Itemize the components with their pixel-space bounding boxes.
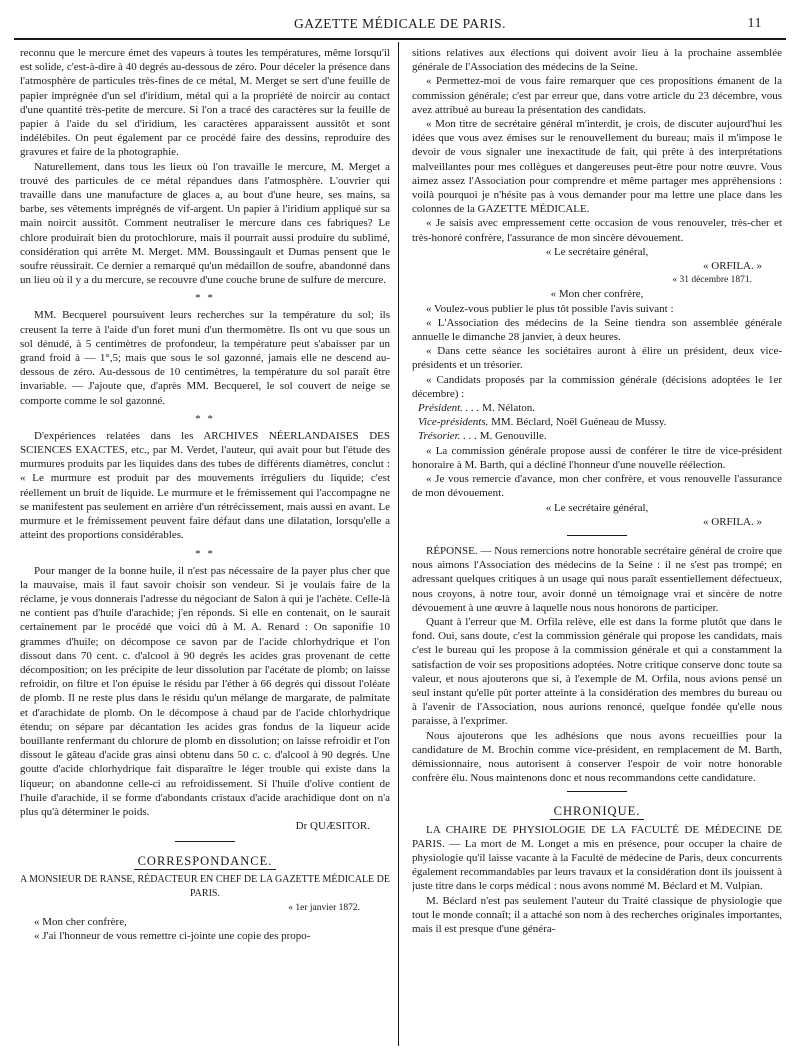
paragraph: reconnu que le mercure émet des vapeurs à toutes les températures, même lorsqu'il est solide, c'est-à-dire à 40 degrés au-dessous de zéro. Pour déceler la présence dans l'atmosphère de particules très-fines de ce métal, M. Merget se sert d'une feuille de papier imprégnée d'un sel d'iridium, métal qui a la propriété de noircir au contact d'une quantité très-petite de mercure. Si l'on a tracé des caractères sur la feuille de papier à l'aide du sel d'iridium, les caractères apparaissent aussitôt et sont indélébiles. On peut également par ce procédé faire des dessins, reproduire des gravures et faire de la photographie. xyxy=(20,47,390,159)
left-column xyxy=(20,46,390,1046)
right-column xyxy=(412,46,782,1046)
page-header xyxy=(14,10,786,38)
signature: « ORFILA. » xyxy=(703,515,762,528)
section-separator: * * xyxy=(195,412,215,425)
page-number: 11 xyxy=(747,16,762,31)
paragraph: D'expériences relatées dans les ARCHIVES NÉERLANDAISES DES SCIENCES EXACTES, etc., par M. Verdet, l'auteur, qui avait pour but l'étude des murmures produits par les liquides dans des tubes de différents diamètres, conclut : « Le murmure est produit par des mouvements irréguliers du liquide; c'est réellement un bruit de liquide. Le murmure et le frémissement qui l'accompagne ne se manifestent pas seulement en arrière d'un rétrécissement, mais aussi en avant. Le murmure et le frémissement peuvent faire défaut dans une dilatation, lorsqu'elle a atteint des proportions considérables. xyxy=(20,429,390,542)
journal-title: GAZETTE MÉDICALE DE PARIS. xyxy=(294,16,506,31)
signature: Dr QUÆSITOR. xyxy=(295,820,370,833)
paragraph: Quant à l'erreur que M. Orfila relève, elle est dans la forme plutôt que dans le fond. Oui, sans doute, c'est la commission générale qui propose les candidats, mais c'est le bureau qui les propose à la commission générale et qui a constamment la satisfaction de voir ses propositions adoptées. Notre critique conserve donc toute sa valeur, et nous ajouterons que si, à l'exemple de M. Orfila, nous avions pensé un seul instant qu'elle pût porter atteinte à la considération des membres du bureau ou à l'avenir de l'Association, nous aurions renoncé, quelque fondée qu'elle nous paraisse, à l'exprimer. xyxy=(412,615,782,728)
candidates-list xyxy=(412,401,782,444)
paragraph: « Mon titre de secrétaire général m'interdit, je crois, de discuter aujourd'hui les idées que vous avez émises sur le renouvellement du bureau; mais il m'impose le devoir de vous signaler une inexactitude de fait, qui prête à des interprétations malveillantes pour mes collègues et dangereuses peut-être pour notre œuvre. Vous aimez assez l'Association pour comprendre et même partager mes appréhensions : voilà pourquoi je n'hésite pas à vous demander pour ma lettre une place dans les colonnes de la GAZETTE MÉDICALE. xyxy=(412,118,782,216)
paragraph: « Je saisis avec empressement cette occasion de vous renouveler, très-cher et très-honoré confrère, l'assurance de mon sincère dévouement. xyxy=(412,217,782,244)
section-separator: * * xyxy=(195,547,215,560)
paragraph: LA CHAIRE DE PHYSIOLOGIE DE LA FACULTÉ DE MÉDECINE DE PARIS. — La mort de M. Longet a mis en présence, pour occuper la chaire de physiologie qu'il laisse vacante à la Faculté de médecine de Paris, deux concurrents également recommandables par leurs travaux et la considération dont ils jouissent à juste titre dans le corps médical : nous avons nommé M. Béclard et M. Vulpian. xyxy=(412,823,782,893)
paragraph: « La commission générale propose aussi de conférer le titre de vice-président honoraire à M. Barth, qui a décliné l'honneur d'une nouvelle réélection. xyxy=(412,444,782,471)
list-item: Président. . . . M. Nélaton. xyxy=(418,402,536,415)
letter-address: A MONSIEUR DE RANSE, RÉDACTEUR EN CHEF DE LA GAZETTE MÉDICALE DE PARIS. xyxy=(20,873,390,899)
column-divider xyxy=(398,42,399,1046)
paragraph: « Je vous remercie d'avance, mon cher confrère, et vous renouvelle l'assurance de mon dévouement. xyxy=(412,473,782,500)
signature-title: « Le secrétaire général, xyxy=(545,501,649,514)
list-item: Vice-présidents. MM. Béclard, Noël Guéneau de Mussy. xyxy=(418,416,667,429)
signature: « ORFILA. » xyxy=(703,260,762,273)
letter-date: « 1er janvier 1872. xyxy=(288,902,360,913)
section-separator: * * xyxy=(195,292,215,305)
paragraph: Pour manger de la bonne huile, il n'est pas nécessaire de la payer plus cher que la mauvaise, mais il faut savoir choisir son vendeur. Si je voulais faire de la réclame, je vous donnerais l'adresse du négociant de Salon à qui je l'achète. Celle-là ne contient pas d'huile d'arachide; j'en réponds. Si elle en contenait, on le saurait certainement par le procédé que voici dû à M. A. Renard : On saponifie 10 grammes d'huile; on décompose ce savon par de l'acide chlorhydrique et l'on dissout dans 70 cent. c. d'alcool à 90 degrés les acides gras provenant de cette décomposition; on les précipite de leur dissolution par l'acétate de plomb; on laisse refroidir, on filtre et l'on épuise le résidu par l'éther à 66 degrés qui dissout l'oléate de plomb. Il ne reste plus dans le résidu qu'un mélange de margarate, de palmitate et d'arachidate de plomb. On le décompose à chaud par de l'acide chlorhydrique étendu; on sépare par décantation les acides gras fondus de la liqueur acide bouillante renfermant du chlorure de plomb en dissolution; on laisse refroidir et l'on dissout le gâteau d'acide gras ainsi obtenu dans 50 c. c. d'alcool à 90 degrés. Une goutte d'acide chlorhydrique fait disparaître le léger trouble qui existe dans la liqueur; on abandonne celle-ci au refroidissement. Si l'huile d'olive contient de l'huile d'arachide, il se forme d'abondants cristaux d'acide arachidique dont on n'a plus qu'à déterminer le poids. xyxy=(20,564,390,818)
paragraph: MM. Becquerel poursuivent leurs recherches sur la température du sol; ils creusent la terre à l'aide d'un foret muni d'un thermomètre. Ils ont vu que sous un sol dénudé, à 5 centimètres de profondeur, la température peut s'abaisser par un grand froid à — 1°,5; mais que sous le sol gazonné, jamais elle ne descend au-dessous de zéro. Au-dessous de 10 centimètres, la température du sol paraît être invariable. — J'ajoute que, d'après MM. Becquerel, le sol couvert de neige se comporte comme le sol gazonné. xyxy=(20,309,390,407)
paragraph: « Voulez-vous publier le plus tôt possible l'avis suivant : xyxy=(426,302,674,315)
paragraph: M. Béclard n'est pas seulement l'auteur du Traité classique de physiologie que tout le monde connaît; il a attaché son nom à des recherches originales importantes, mais il est presque d'une généra- xyxy=(412,894,782,935)
paragraph: Nous ajouterons que les adhésions que nous avons recueillies pour la candidature de M. Brochin comme vice-président, en remplacement de M. Barth, démissionnaire, nous autorisent à conserver l'espoir de voir notre honorable confrère élu. Nous maintenons donc et nous recommandons cette candidature. xyxy=(412,729,782,785)
paragraph: « Permettez-moi de vous faire remarquer que ces propositions émanent de la commission générale; c'est par erreur que, dans votre article du 23 décembre, vous avez attribué au bureau la présentation des candidats. xyxy=(412,75,782,116)
paragraph: « Candidats proposés par la commission générale (décisions adoptées le 1er décembre) : xyxy=(412,373,782,400)
paragraph: « J'ai l'honneur de vous remettre ci-jointe une copie des propo- xyxy=(34,930,311,943)
paragraph: sitions relatives aux élections qui doivent avoir lieu à la prochaine assemblée générale de l'Association des médecins de la Seine. xyxy=(412,47,782,74)
paragraph: « L'Association des médecins de la Seine tiendra son assemblée générale annuelle le dimanche 28 janvier, à deux heures. xyxy=(412,316,782,344)
section-heading: CORRESPONDANCE. xyxy=(20,854,390,868)
section-heading: CHRONIQUE. xyxy=(412,804,782,818)
salutation: « Mon cher confrère, xyxy=(34,916,127,929)
divider xyxy=(567,791,627,792)
divider xyxy=(175,841,235,842)
header-rule xyxy=(14,38,786,40)
salutation: « Mon cher confrère, xyxy=(550,288,644,301)
paragraph: « Dans cette séance les sociétaires auront à élire un président, deux vice-présidents et un trésorier. xyxy=(412,345,782,372)
paragraph: Naturellement, dans tous les lieux où l'on travaille le mercure, M. Merget a trouvé des particules de ce métal répandues dans l'atmosphère. L'ouvrier qui travaille dans une manufacture de glaces a, au bout d'une heure, ses mains, sa barbe, ses vêtements imprégnés de vif-argent. Un papier à l'iridium appliqué sur sa main noircit aussitôt. Comment neutraliser le mercure dans ces fabriques? Le chlore produirait bien du protochlorure, mais il pourrait aussi produire du sublimé, considération qui arrête M. Merget. MM. Boussingault et Dumas pensent que le soufre réussirait. Ce dernier a remarqué qu'un médaillon de soufre, abandonné dans un lieu où il y a du mercure, se recouvre d'une couche brune de sulfure de mercure. xyxy=(20,160,390,287)
list-item: Trésorier. . . . M. Genouville. xyxy=(418,430,547,443)
letter-date: « 31 décembre 1871. xyxy=(672,275,752,286)
divider xyxy=(567,535,627,536)
signature-title: « Le secrétaire général, xyxy=(545,245,649,258)
paragraph: RÉPONSE. — Nous remercions notre honorable secrétaire général de croire que nous aimons l'Association des médecins de la Seine : il ne s'est pas trompé; en adressant quelques critiques à un usage qui nous paraît essentiellement défectueux, nous croyons, à notre tour, avoir donné un témoignage vrai et sincère de notre dévouement à une œuvre à laquelle nous nous honorons de participer. xyxy=(412,544,782,614)
